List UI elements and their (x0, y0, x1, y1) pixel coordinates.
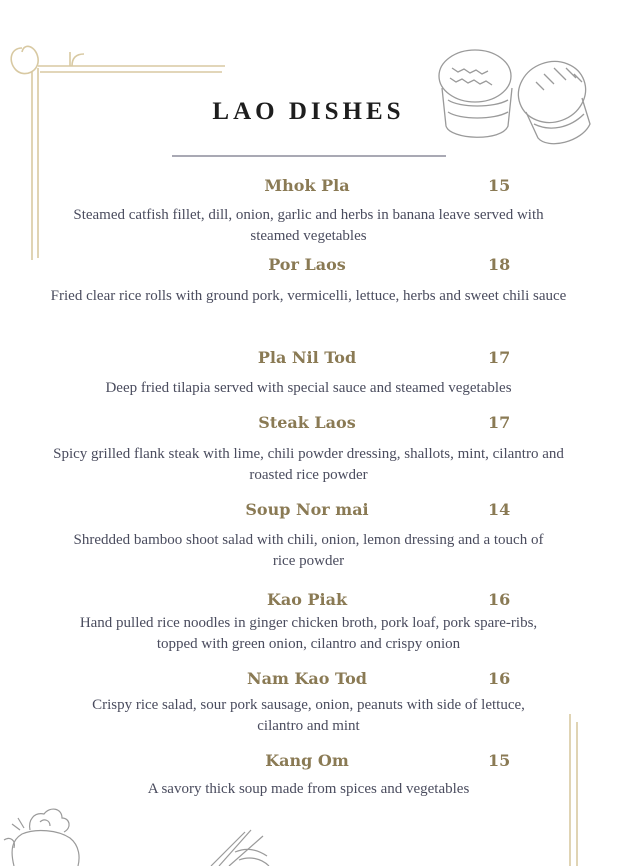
dish-price: 17 (488, 413, 511, 432)
dish-description: Crispy rice salad, sour pork sausage, onion, peanuts with side of lettuce, cilantro and mint (92, 697, 525, 734)
dish-description: Fried clear rice rolls with ground pork, vermicelli, lettuce, herbs and sweet chili sauce (50, 288, 567, 304)
dish-item (0, 500, 617, 569)
dish-item (0, 413, 617, 483)
dish-price: 14 (488, 500, 511, 519)
dish-description: Hand pulled rice noodles in ginger chicken broth, pork loaf, pork spare-ribs, topped with green onion, cilantro and crispy onion (79, 615, 538, 652)
dish-item (0, 669, 617, 734)
gold-line-vertical-icon (560, 714, 590, 866)
dish-item (0, 176, 617, 244)
dish-item (0, 751, 617, 797)
dish-price: 16 (488, 590, 511, 609)
lemongrass-icon (205, 826, 285, 866)
dish-description: Deep fried tilapia served with special sauce and steamed vegetables (105, 380, 512, 396)
dish-item (0, 255, 617, 304)
page-title: LAO DISHES (212, 98, 405, 125)
dish-description: Steamed catfish fillet, dill, onion, garlic and herbs in banana leave served with steamed vegetables (73, 207, 544, 244)
dish-price: 16 (488, 669, 511, 688)
dish-name: Steak Laos (258, 413, 356, 432)
dish-item (0, 590, 617, 652)
dish-price: 15 (488, 751, 511, 770)
dish-description: Spicy grilled flank steak with lime, chili powder dressing, shallots, mint, cilantro and roasted rice powder (53, 446, 564, 483)
dish-name: Nam Kao Tod (247, 669, 367, 688)
dish-name: Kao Piak (266, 590, 348, 609)
dish-description: A savory thick soup made from spices and vegetables (147, 781, 470, 797)
dish-name: Pla Nil Tod (257, 348, 357, 367)
title-divider (172, 155, 446, 157)
dish-name: Soup Nor mai (245, 500, 369, 519)
dish-price: 17 (488, 348, 511, 367)
dish-description: Shredded bamboo shoot salad with chili, onion, lemon dressing and a touch of rice powder (73, 532, 544, 569)
dish-name: Mhok Pla (264, 176, 350, 195)
dish-name: Kang Om (265, 751, 349, 770)
dish-price: 18 (488, 255, 511, 274)
dish-item (0, 348, 617, 396)
dish-name: Por Laos (268, 255, 346, 274)
dish-price: 15 (488, 176, 511, 195)
herb-mortar-icon (0, 800, 100, 866)
